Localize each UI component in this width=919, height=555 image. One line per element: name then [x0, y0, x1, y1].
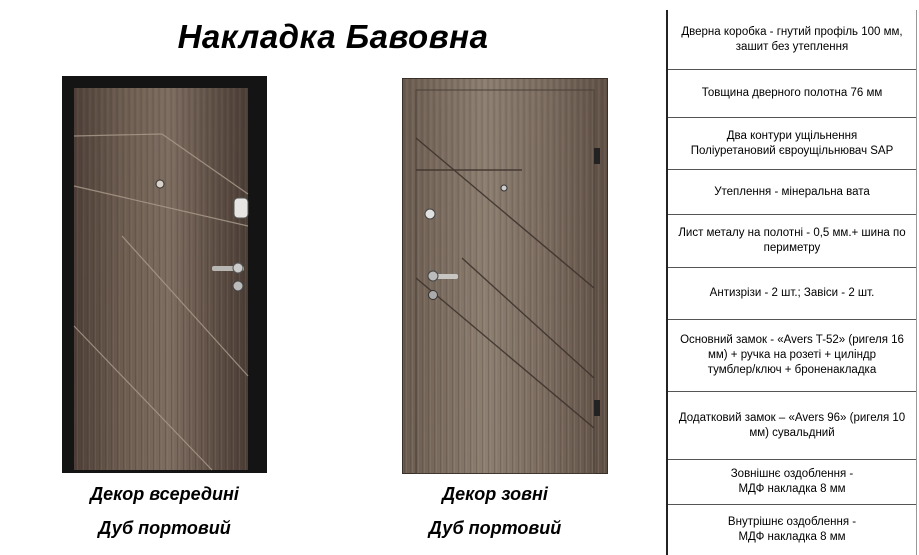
spec-text: Лист металу на полотні - 0,5 мм.+ шина по периметру [678, 227, 906, 254]
specs-table [666, 10, 917, 555]
spec-text: Дверна коробка - гнутий профіль 100 мм, зашит без утеплення [681, 25, 903, 53]
spec-row [668, 320, 916, 392]
spec-row [668, 118, 916, 170]
spec-row [668, 170, 916, 215]
spec-text: Антизрізи - 2 шт.; Завіси - 2 шт. [709, 287, 875, 299]
spec-text: Зовнішнє оздоблення - МДФ накладка 8 мм [730, 468, 854, 495]
spec-text: Внутрішнє оздоблення - МДФ накладка 8 мм [727, 516, 857, 543]
spec-row [668, 70, 916, 118]
inside-color-caption: Дуб портовий [98, 518, 231, 538]
spec-row [668, 215, 916, 268]
outside-decor-caption: Декор зовні [442, 484, 548, 504]
door-outside-image [402, 78, 608, 474]
spec-text: Два контури ущільнення Поліуретановий євроущільнювач SAP [690, 129, 894, 157]
outside-color-caption: Дуб портовий [428, 518, 562, 538]
spec-row [668, 10, 916, 70]
spec-text: Товщина дверного полотна 76 мм [701, 87, 883, 99]
spec-text: Утеплення - мінеральна вата [714, 185, 870, 198]
door-inside-image [62, 76, 267, 473]
spec-row [668, 268, 916, 320]
inside-decor-caption: Декор всередині [90, 484, 239, 504]
spec-text: Додатковий замок – «Avers 96» (ригеля 10 мм) сувальдний [678, 411, 906, 439]
page-title: Накладка Бавовна [177, 18, 489, 55]
spec-row [668, 392, 916, 460]
spec-text: Основний замок - «Avers T-52» (ригеля 16 мм) + ручка на розеті + цилiндр тумблер/ключ + броненакладка [680, 334, 904, 376]
spec-row [668, 460, 916, 505]
spec-row [668, 505, 916, 555]
